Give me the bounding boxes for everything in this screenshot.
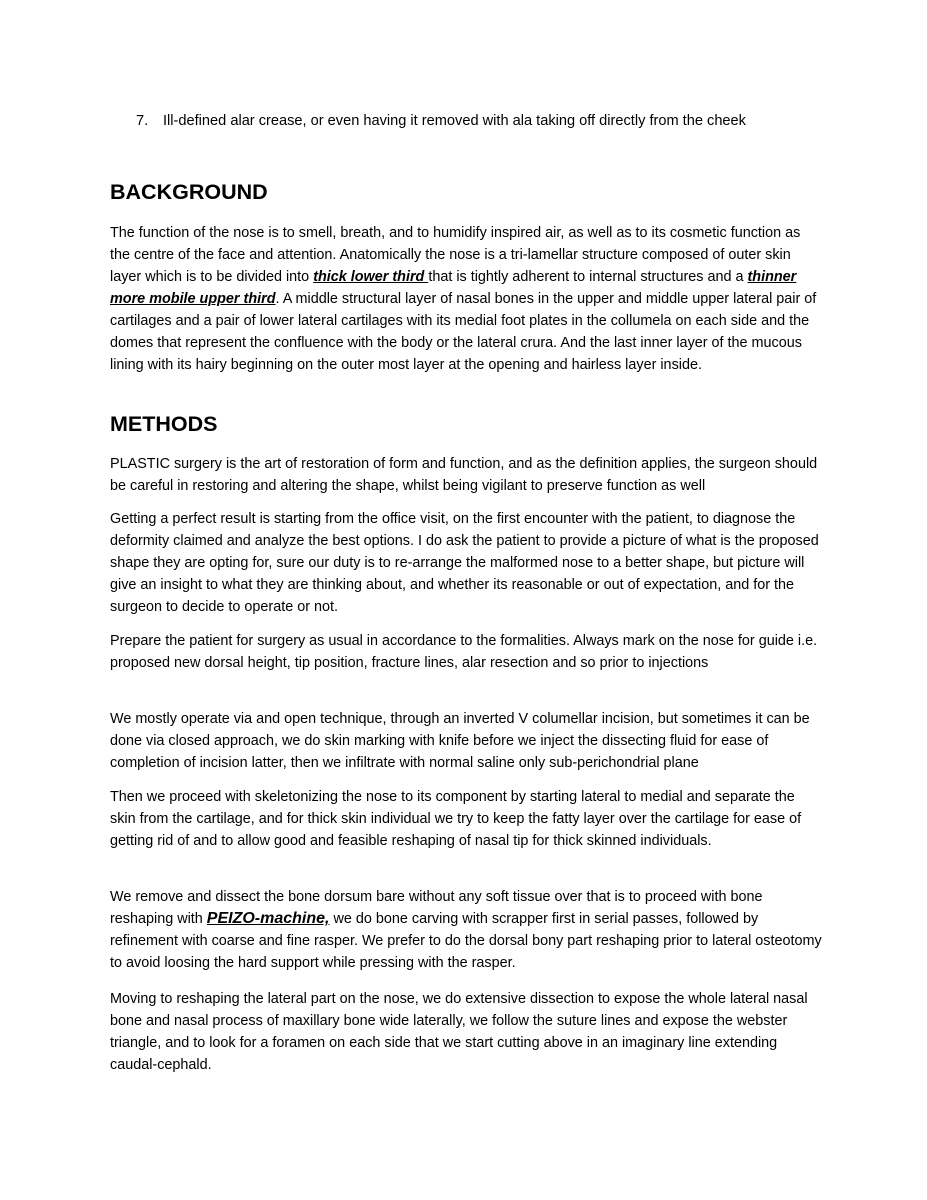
methods-paragraph-1: PLASTIC surgery is the art of restoration of form and function, and as the definition applies, the surgeon should be careful in restoring and altering the shape, whilst being vigilant to preserve function as well [110, 456, 818, 494]
background-heading: BACKGROUND [110, 180, 268, 204]
methods-paragraph-5: Then we proceed with skeletonizing the nose to its component by starting lateral to medial and separate the skin from the cartilage, and for thick skin individual we try to keep the fatty layer over the cartilage for ease of getting rid of and to allow good and feasible reshaping of nasal tip for thick skinned individuals. [110, 789, 802, 849]
background-text-b: that is tightly adherent to internal structures and a [428, 269, 748, 285]
background-paragraph [110, 222, 822, 376]
methods-paragraph-4: We mostly operate via and open technique, through an inverted V columellar incision, but sometimes it can be done via closed approach, we do skin marking with knife before we inject the dissecting fluid for ease of completion of incision latter, then we infiltrate with normal saline only sub-perichondrial plane [110, 711, 810, 771]
methods-p6-text-b: we do bone carving with scrapper first in serial passes, followed by refinement with coarse and fine rasper. We prefer to do the dorsal bony part reshaping prior to lateral osteotomy to avoid loosing the hard support while pressing with the rasper. [110, 911, 822, 971]
list-number: 7. [136, 113, 149, 129]
methods-heading: METHODS [110, 412, 218, 436]
methods-paragraph-2: Getting a perfect result is starting from the office visit, on the first encounter with the patient, to diagnose the deformity claimed and analyze the best options. I do ask the patient to provide a picture of what is the proposed shape they are opting for, sure our duty is to re-arrange the malformed nose to a better shape, but picture will give an insight to what they are thinking about, and whether its reasonable or out of expectation, and for the surgeon to decide to operate or not. [110, 511, 819, 615]
background-text-a: The function of the nose is to smell, breath, and to humidify inspired air, as well as to its cosmetic function as the centre of the face and attention. Anatomically the nose is a tri-lamellar structure composed of outer skin layer which is to be divided into [110, 225, 801, 285]
methods-paragraph-6 [110, 886, 822, 974]
thinner-upper-third-emphasis: thinner more mobile upper third [110, 269, 797, 307]
list-item-7 [136, 111, 746, 132]
list-item-text: Ill-defined alar crease, or even having it removed with ala taking off directly from the cheek [163, 113, 746, 129]
methods-paragraph-3: Prepare the patient for surgery as usual in accordance to the formalities. Always mark on the nose for guide i.e. proposed new dorsal height, tip position, fracture lines, alar resection and so prior to injections [110, 633, 818, 671]
background-text-c: . A middle structural layer of nasal bones in the upper and middle upper lateral pair of cartilages and a pair of lower lateral cartilages with its medial foot plates in the collumela on each side and the domes that represent the confluence with the body or the lateral crura. And the last inner layer of the mucous lining with its hairy beginning on the outer most layer at the opening and hairless layer inside. [110, 291, 817, 373]
thick-lower-third-emphasis: thick lower third [313, 269, 429, 285]
methods-paragraph-7: Moving to reshaping the lateral part on the nose, we do extensive dissection to expose the whole lateral nasal bone and nasal process of maxillary bone wide laterally, we follow the suture lines and expose the webster triangle, and to look for a foramen on each side that we start cutting above in an imaginary line extending caudal-cephald. [110, 991, 808, 1073]
methods-p6-text-a: We remove and dissect the bone dorsum bare without any soft tissue over that is to proceed with bone reshaping with [110, 889, 763, 927]
peizo-machine-emphasis: PEIZO-machine, [206, 910, 330, 927]
